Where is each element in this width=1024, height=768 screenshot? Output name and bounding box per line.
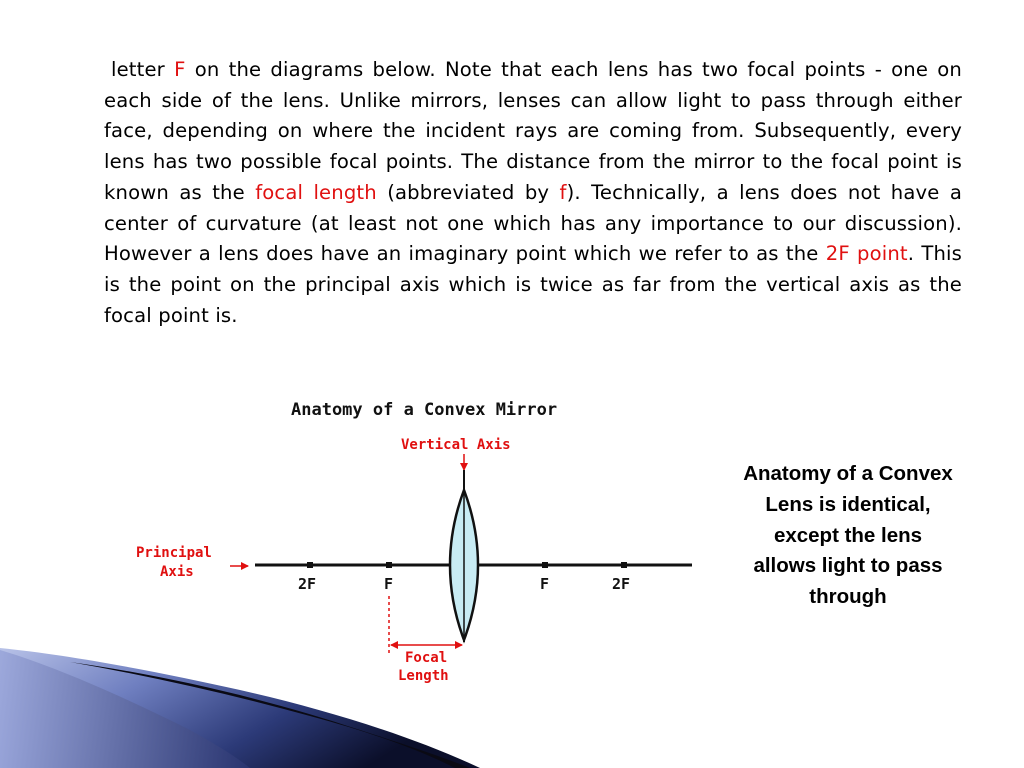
point-2F-right-marker [621,562,627,568]
focal-length-label-line2: Length [398,668,449,684]
paragraph-text-1: letter [111,58,175,81]
point-label-2F-left: 2F [298,575,317,593]
diagram-title: Anatomy of a Convex Mirror [291,400,558,420]
point-F-right-marker [542,562,548,568]
paragraph-text-3: (abbreviated by [376,180,560,204]
point-label-F-left: F [384,575,394,593]
principal-axis-label-line2: Axis [160,564,194,580]
point-label-2F-right: 2F [612,575,631,593]
point-F-left-marker [386,562,392,568]
vertical-axis-label: Vertical Axis [401,437,511,453]
point-label-F-right: F [540,575,550,593]
paragraph-text-2: on the diagrams below. Note that each lens has two focal points - one on each side of the lens. Unlike mirrors, lenses can allow light to pass through either face, depending on where the incident rays are coming from. Subsequently, every lens has two possible focal points. The distance from the mirror to the focal point is known as the [104,58,962,204]
highlight-focal-length: focal length [255,180,377,204]
highlight-2F-point: 2F point [825,242,908,266]
side-caption: Anatomy of a Convex Lens is identical, except the lens allows light to pass through [743,462,953,609]
highlight-F: F [174,58,186,81]
point-2F-left-marker [307,562,313,568]
paragraph-text-4: ). Technically, a lens does not have a center of curvature (at least not one which has any importance to our discussion). However a lens does have an imaginary point which we refer to as the [104,180,963,266]
focal-length-label-line1: Focal [405,650,448,666]
highlight-f: f [559,180,567,204]
paragraph-text-5: . This is the point on the principal axis which is twice as far from the vertical axis as the focal point is. [104,242,962,327]
principal-axis-label-line1: Principal [136,545,212,561]
